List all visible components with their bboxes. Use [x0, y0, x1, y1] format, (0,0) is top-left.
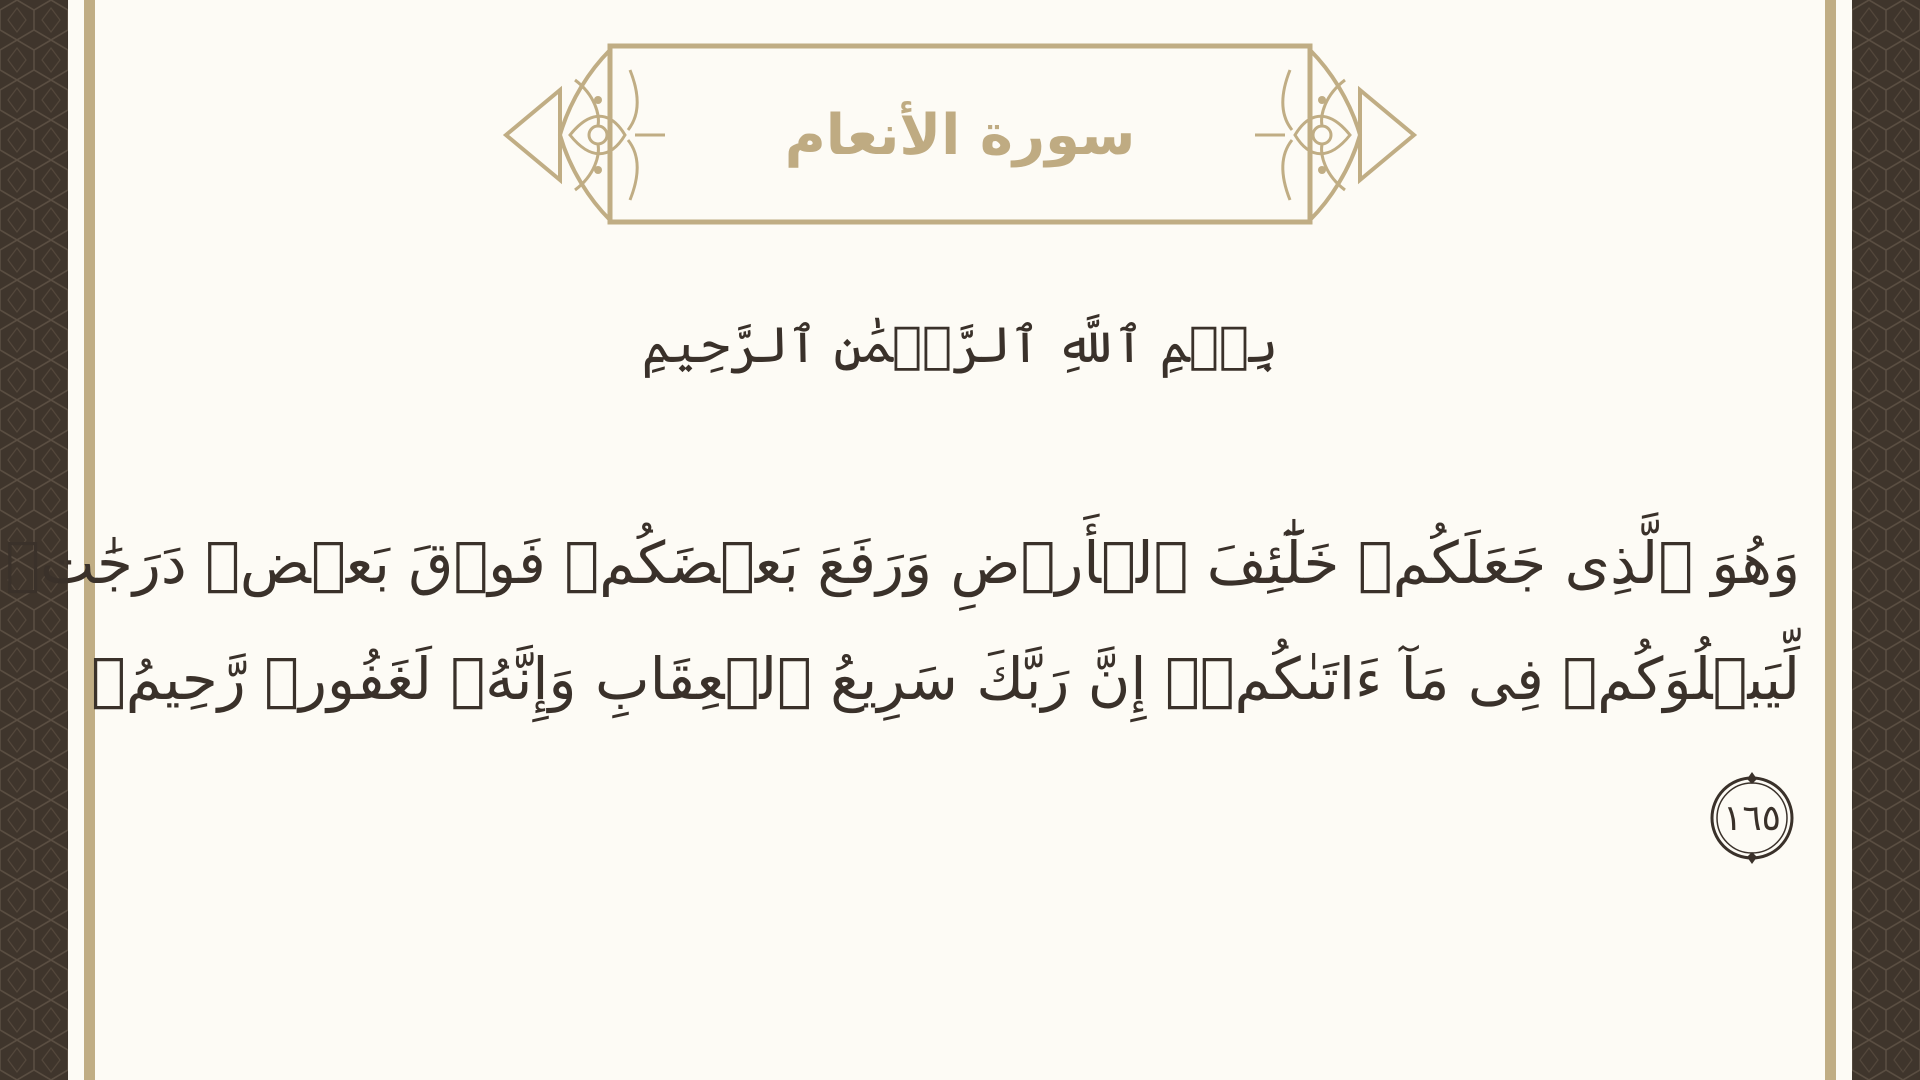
basmala: بِسۡمِ ٱللَّهِ ٱلرَّحۡمَٰنِ ٱلرَّحِيمِ: [641, 316, 1279, 374]
right-gold-rule: [1825, 0, 1836, 1080]
verse-line: لِّيَبۡلُوَكُمۡ فِى مَآ ءَاتَىٰكُمۡۗ إِنَّ رَبَّكَ سَرِيعُ ٱلۡعِقَابِ وَإِنَّهُۥ لَغَفُورٞ رَّحِيمُۢ: [90, 645, 1800, 713]
surah-title-frame: [500, 40, 1420, 230]
verse-line: وَهُوَ ٱلَّذِى جَعَلَكُمۡ خَلَٰٓئِفَ ٱلۡأَرۡضِ وَرَفَعَ بَعۡضَكُمۡ فَوۡقَ بَعۡضٖ دَرَجَٰتٖ: [5, 529, 1800, 597]
ayah-end-marker: [1704, 770, 1800, 866]
right-ornamental-border: [1852, 0, 1920, 1080]
surah-title: سورة الأنعام: [784, 102, 1136, 168]
ayah-number: ١٦٥: [1723, 797, 1782, 839]
verse-text: [5, 505, 1800, 737]
